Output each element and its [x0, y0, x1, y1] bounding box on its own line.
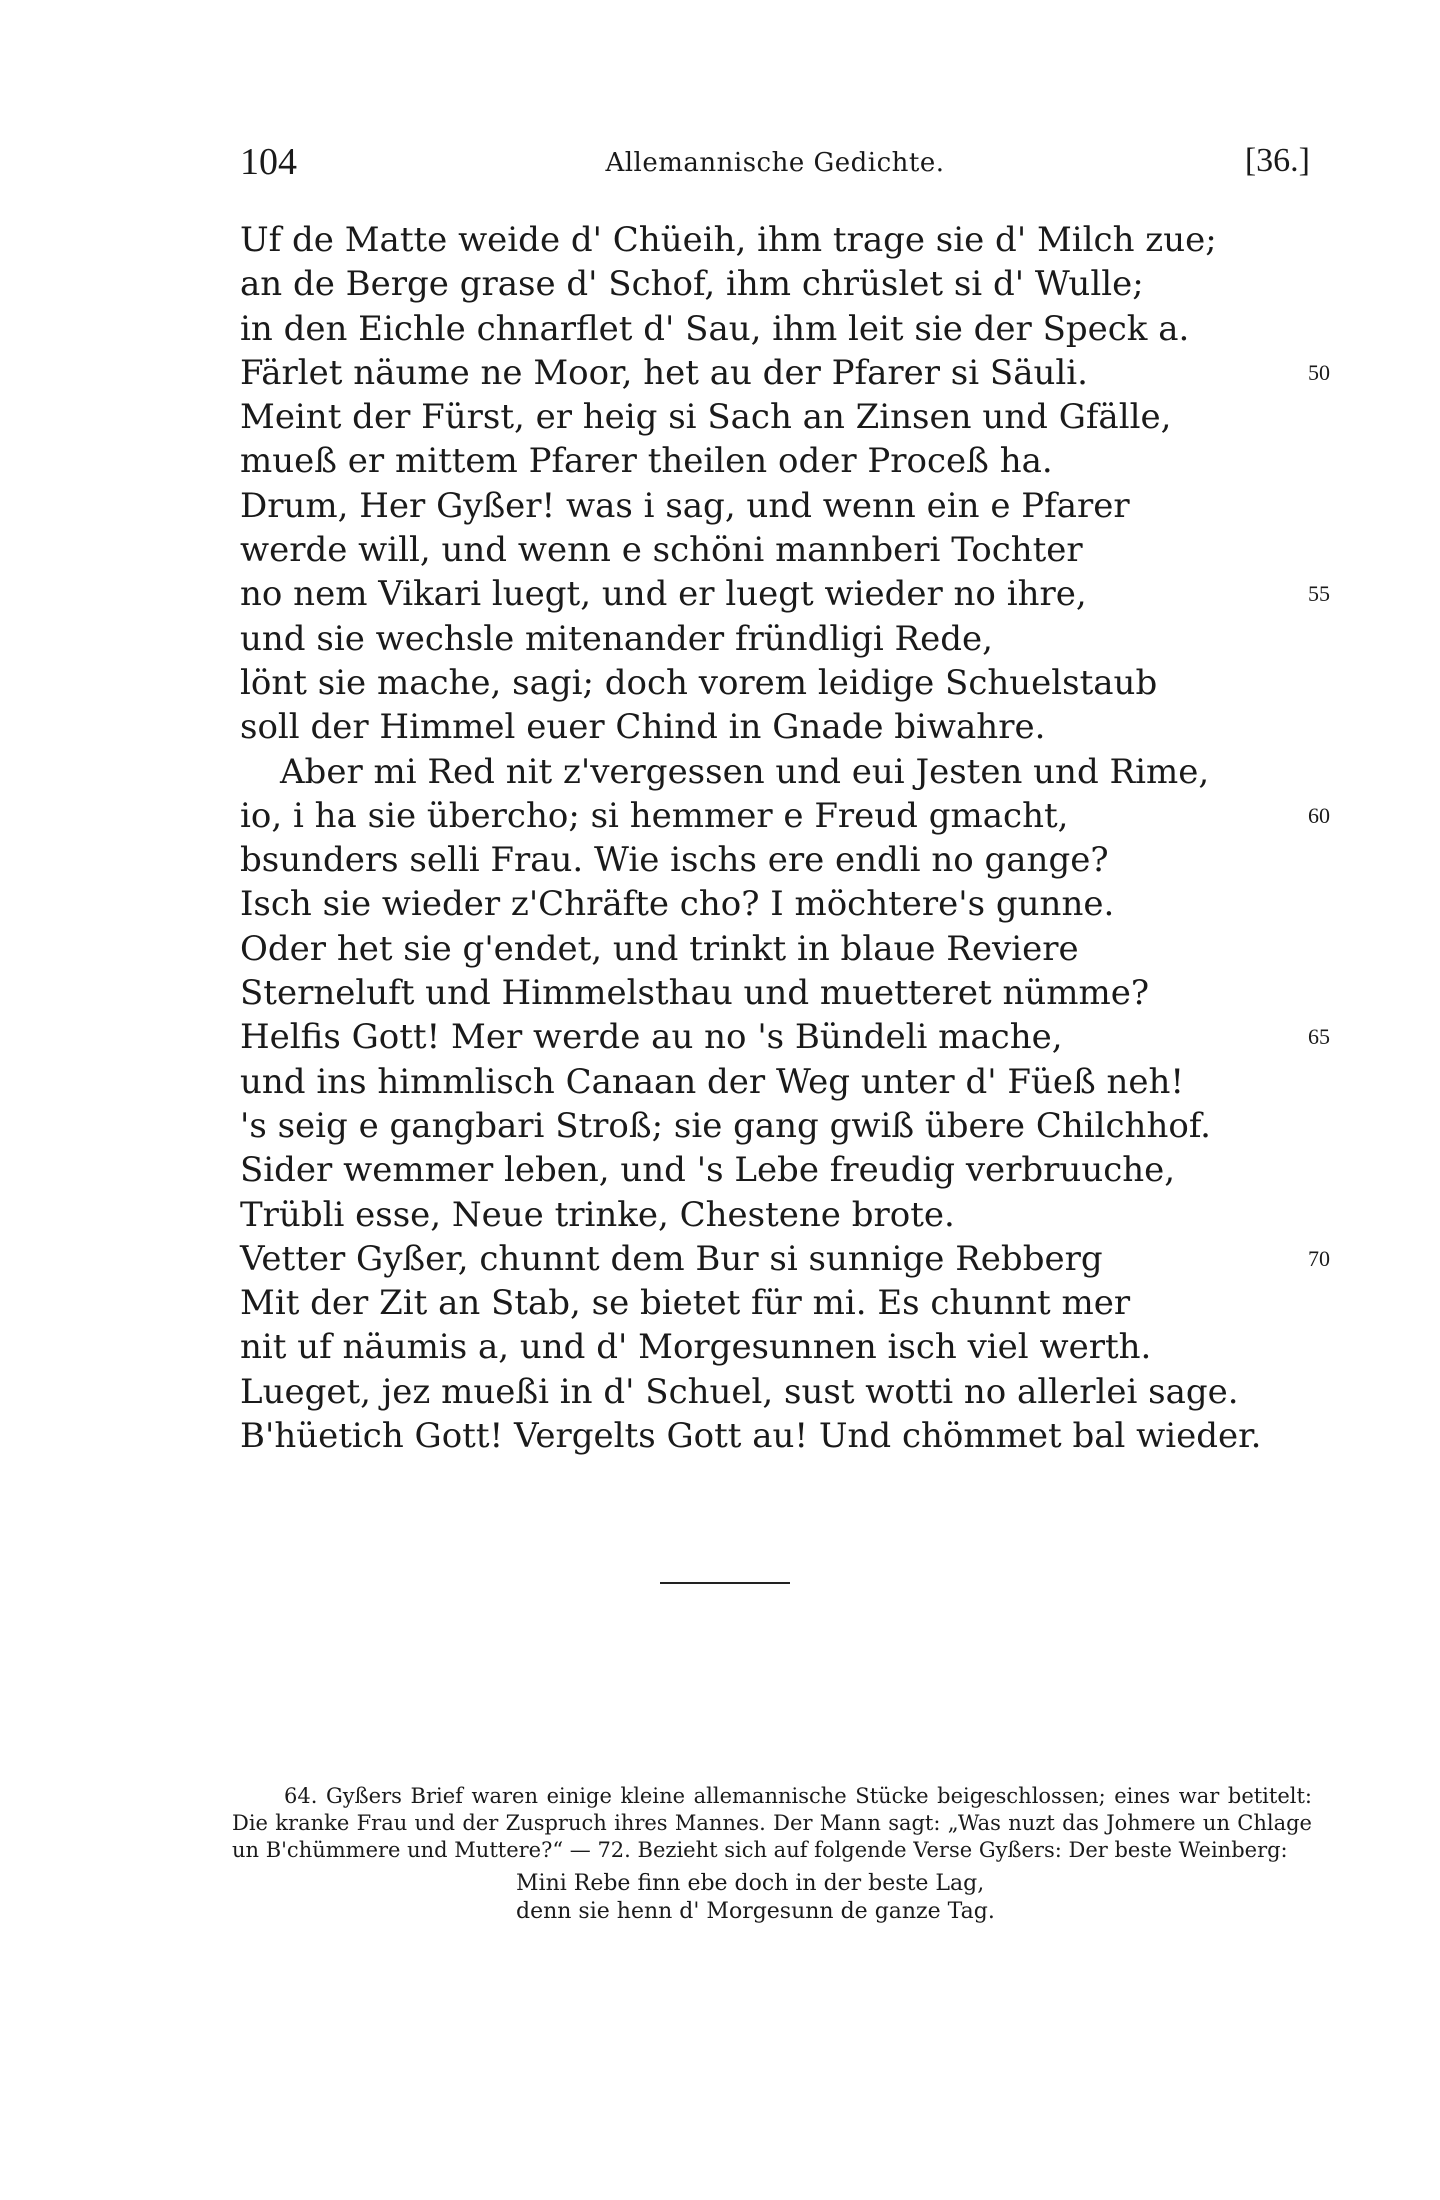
verse-text: Vetter Gyßer, chunnt dem Bur si sunnige Rebberg: [240, 1238, 1103, 1279]
section-divider: [660, 1582, 790, 1584]
verse-text: io, i ha sie übercho; si hemmer e Freud gmacht,: [240, 795, 1069, 836]
line-number: 60: [1308, 802, 1330, 828]
verse-line: [240, 705, 1330, 749]
verse-text: Sterneluft und Himmelsthau und muetteret nümme?: [240, 973, 1150, 1014]
verse-line: [240, 1237, 1330, 1281]
verse-line: [240, 218, 1330, 262]
verse-text: Helfis Gott! Mer werde au no 's Bündeli mache,: [240, 1017, 1063, 1058]
verse-text: Meint der Fürst, er heig si Sach an Zinsen und Gfälle,: [240, 397, 1172, 438]
footnotes: [232, 1783, 1312, 1926]
quote-line: Mini Rebe finn ebe doch in der beste Lag,: [516, 1871, 985, 1896]
verse-line: [240, 882, 1330, 926]
running-title: Allemannische Gedichte.: [605, 148, 945, 178]
verse-text: B'hüetich Gott! Vergelts Gott au! Und chömmet bal wieder.: [240, 1416, 1262, 1457]
verse-line: [240, 1148, 1330, 1192]
verse-line: [240, 262, 1330, 306]
verse-line: [240, 528, 1330, 572]
verse-text: Oder het sie g'endet, und trinkt in blaue Reviere: [240, 928, 1079, 969]
verse-line: [240, 1015, 1330, 1059]
verse-line: [240, 1104, 1330, 1148]
verse-text: Drum, Her Gyßer! was i sag, und wenn ein e Pfarer: [240, 485, 1130, 526]
verse-text: Uf de Matte weide d' Chüeih, ihm trage sie d' Milch zue;: [240, 220, 1217, 260]
section-number: [36.]: [1244, 142, 1310, 179]
verse-line: [240, 1060, 1330, 1104]
verse-text: an de Berge grase d' Schof, ihm chrüslet si d' Wulle;: [240, 264, 1144, 305]
poem-body: [240, 218, 1330, 1458]
verse-text: 's seig e gangbari Stroß; sie gang gwiß übere Chilchhof.: [240, 1105, 1211, 1146]
footnote-text: 64. Gyßers Brief waren einige kleine allemannische Stücke beigeschlossen; eines war betitelt: Die kranke Frau und der Zuspruch ihres Mannes. Der Mann sagt: „Was nuzt das Johmere un Chlage un B'chümmere und Muttere?“ — 72. Bezieht sich auf folgende Verse Gyßers: Der beste Weinberg:: [232, 1784, 1312, 1862]
verse-text: bsunders selli Frau. Wie ischs ere endli no gange?: [240, 840, 1109, 881]
verse-text: Lueget, jez mueßi in d' Schuel, sust wotti no allerlei sage.: [240, 1371, 1239, 1412]
verse-line: [240, 1370, 1330, 1414]
verse-line: [240, 1325, 1330, 1369]
verse-text: Isch sie wieder z'Chräfte cho? I möchtere's gunne.: [240, 884, 1115, 925]
footnote-quote: [232, 1870, 1312, 1926]
quote-line: denn sie henn d' Morgesunn de ganze Tag.: [516, 1899, 995, 1924]
verse-line: [240, 395, 1330, 439]
verse-line: [240, 971, 1330, 1015]
verse-text: und ins himmlisch Canaan der Weg unter d' Füeß neh!: [240, 1061, 1185, 1102]
verse-line: [240, 484, 1330, 528]
page-number: 104: [240, 141, 297, 183]
verse-line: [240, 838, 1330, 882]
verse-text: mueß er mittem Pfarer theilen oder Proceß ha.: [240, 441, 1053, 482]
verse-text: werde will, und wenn e schöni mannberi Tochter: [240, 530, 1083, 571]
verse-line: [240, 1281, 1330, 1325]
verse-text: nit uf näumis a, und d' Morgesunnen isch viel werth.: [240, 1327, 1152, 1368]
verse-text: lönt sie mache, sagi; doch vorem leidige Schuelstaub: [240, 662, 1158, 703]
verse-text: und sie wechsle mitenander fründligi Rede,: [240, 618, 993, 659]
verse-line: [240, 1414, 1330, 1458]
line-number: 65: [1308, 1024, 1330, 1050]
line-number: 55: [1308, 581, 1330, 607]
verse-line: [240, 661, 1330, 705]
verse-text: in den Eichle chnarflet d' Sau, ihm leit sie der Speck a.: [240, 308, 1190, 349]
verse-line: [240, 1193, 1330, 1237]
line-number: 50: [1308, 359, 1330, 385]
verse-line: [240, 572, 1330, 616]
page-header: [240, 140, 1310, 190]
verse-line: [240, 351, 1330, 395]
verse-line: [240, 617, 1330, 661]
verse-text: soll der Himmel euer Chind in Gnade biwahre.: [240, 707, 1046, 748]
verse-line: [240, 750, 1330, 794]
line-number: 70: [1308, 1245, 1330, 1271]
verse-line: [240, 439, 1330, 483]
verse-text: Aber mi Red nit z'vergessen und eui Jesten und Rime,: [280, 751, 1210, 792]
verse-text: Trübli esse, Neue trinke, Chestene brote.: [240, 1194, 955, 1235]
verse-text: Färlet näume ne Moor, het au der Pfarer si Säuli.: [240, 352, 1088, 393]
verse-text: no nem Vikari luegt, und er luegt wieder no ihre,: [240, 574, 1087, 615]
verse-line: [240, 307, 1330, 351]
verse-text: Mit der Zit an Stab, se bietet für mi. Es chunnt mer: [240, 1283, 1131, 1324]
verse-line: [240, 927, 1330, 971]
verse-text: Sider wemmer leben, und 's Lebe freudig verbruuche,: [240, 1150, 1176, 1191]
verse-line: [240, 794, 1330, 838]
